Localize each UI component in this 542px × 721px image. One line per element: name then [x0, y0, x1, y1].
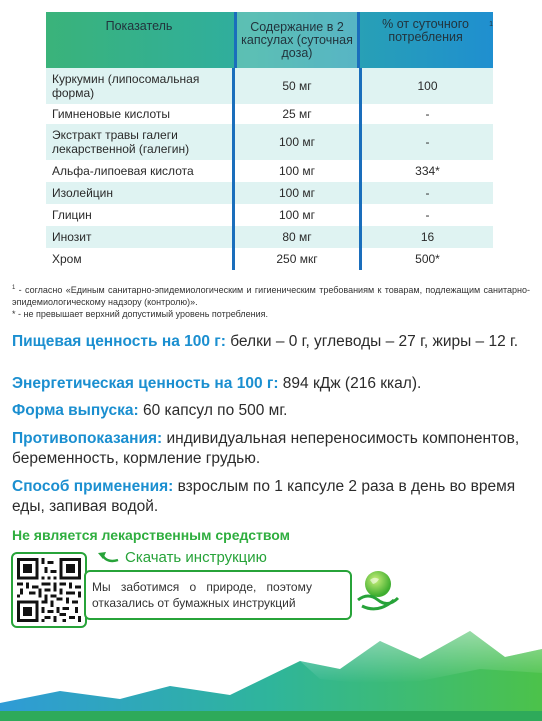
row-percent: 500* — [415, 252, 440, 266]
usage-label: Способ применения: — [12, 478, 174, 495]
footnote-1-text: - согласно «Единым санитарно-эпидемиологическим и гигиеническим требованиям к товарам, подлежащим санитарно-эпидемиологическому надзору (контролю)». — [12, 285, 530, 307]
table-row — [46, 248, 493, 270]
table-row — [46, 124, 493, 160]
form-label: Форма выпуска: — [12, 402, 139, 419]
contra-value: индивидуальная непереносимость компонентов, беременность, кормление грудью. — [12, 430, 520, 467]
table-body — [46, 68, 493, 270]
nutrition-value: белки – 0 г, углеводы – 27 г, жиры – 12 г. — [225, 333, 519, 350]
contra-label: Противопоказания: — [12, 430, 163, 447]
nutrition-paragraph — [12, 332, 530, 352]
row-name: Инозит — [52, 230, 92, 244]
row-amount: 100 мг — [232, 182, 362, 204]
row-amount: 50 мг — [232, 68, 362, 104]
eco-note-text: Мы заботимся о природе, поэтому отказались от бумажных инструкций — [92, 580, 312, 610]
row-amount: 250 мкг — [232, 248, 362, 270]
table-row — [46, 204, 493, 226]
row-percent: - — [425, 107, 430, 121]
mountains-decoration — [0, 611, 542, 721]
header-percent-label: % от суточного потребления — [382, 17, 469, 44]
footnote-1 — [12, 282, 530, 308]
table-row — [46, 68, 493, 104]
header-indicator: Показатель — [105, 19, 173, 33]
row-name: Альфа-липоевая кислота — [52, 164, 194, 178]
energy-paragraph — [12, 374, 530, 394]
footnote-2: * - не превышает верхний допустимый уровень потребления. — [12, 309, 268, 319]
row-amount: 80 мг — [232, 226, 362, 248]
row-amount: 100 мг — [232, 204, 362, 226]
form-value: 60 капсул по 500 мг. — [138, 402, 288, 419]
row-percent: 16 — [420, 230, 435, 244]
not-medicine-note: Не является лекарственным средством — [12, 527, 290, 543]
header-percent-sup: 1 — [489, 21, 493, 28]
row-name: Изолейцин — [52, 186, 113, 200]
row-name: Экстракт травы галеги лекарственной (галегин) — [52, 128, 190, 156]
composition-table — [46, 12, 493, 270]
contra-paragraph — [12, 429, 530, 469]
row-percent: - — [425, 135, 430, 149]
arrow-icon — [97, 550, 119, 566]
usage-value: взрослым по 1 капсуле 2 раза в день во время еды, запивая водой. — [12, 478, 516, 515]
footnotes — [12, 282, 530, 320]
row-amount: 100 мг — [232, 124, 362, 160]
download-label: Скачать инструкцию — [125, 549, 267, 566]
table-row — [46, 226, 493, 248]
form-paragraph — [12, 401, 530, 421]
table-row — [46, 104, 493, 124]
row-name: Глицин — [52, 208, 92, 222]
row-percent: - — [425, 186, 430, 200]
energy-value: 894 кДж (216 ккал). — [278, 375, 422, 392]
row-percent: 334* — [415, 164, 440, 178]
usage-paragraph — [12, 477, 530, 517]
row-name: Гимненовые кислоты — [52, 107, 171, 121]
footnote-1-mark: 1 — [12, 285, 16, 291]
row-percent: - — [425, 208, 430, 222]
header-percent — [362, 12, 493, 68]
row-amount: 25 мг — [232, 104, 362, 124]
energy-label: Энергетическая ценность на 100 г: — [12, 375, 279, 392]
row-amount: 100 мг — [232, 160, 362, 182]
table-row — [46, 182, 493, 204]
table-header — [46, 12, 493, 68]
download-instructions-link[interactable] — [97, 549, 267, 566]
row-percent: 100 — [417, 79, 438, 93]
table-row — [46, 160, 493, 182]
nutrition-label: Пищевая ценность на 100 г: — [12, 333, 226, 350]
header-content: Содержание в 2 капсулах (суточная доза) — [234, 12, 360, 68]
row-name: Хром — [52, 252, 82, 266]
row-name: Куркумин (липосомальная форма) — [52, 72, 200, 100]
